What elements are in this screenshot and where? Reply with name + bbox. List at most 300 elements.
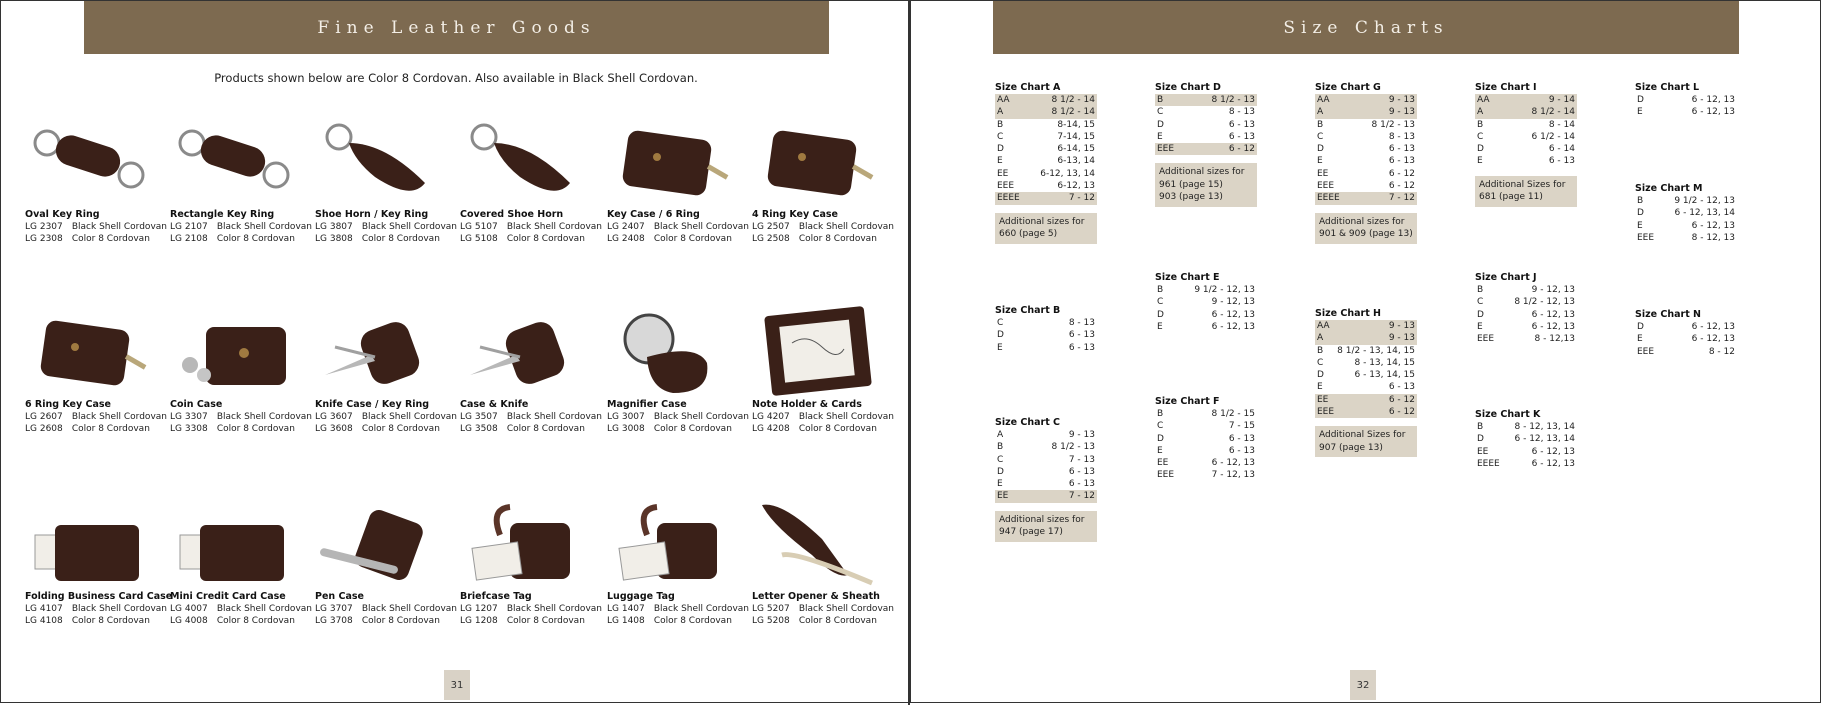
width-code: EE: [1157, 458, 1169, 469]
size-range: 6 - 13: [1548, 156, 1575, 167]
product-finish: Color 8 Cordovan: [504, 424, 585, 434]
size-chart-row: [995, 466, 1097, 478]
size-chart-row: [1155, 408, 1257, 420]
products-subtitle: Products shown below are Color 8 Cordovan. Also available in Black Shell Cordovan.: [214, 71, 698, 85]
width-code: C: [1317, 357, 1324, 368]
key-case-icon: [25, 303, 155, 399]
product-finish: Black Shell Cordovan: [504, 222, 602, 232]
size-range: 6 - 13: [1068, 342, 1095, 353]
product-finish: Black Shell Cordovan: [796, 412, 894, 422]
size-range: 8 1/2 - 13, 14, 15: [1337, 345, 1415, 356]
size-chart-row: [995, 192, 1097, 204]
width-code: B: [1157, 409, 1164, 419]
width-code: AA: [997, 95, 1010, 105]
note-line: 947 (page 17): [999, 527, 1063, 538]
width-code: D: [1637, 322, 1644, 332]
size-range: 6 - 12, 13: [1211, 458, 1255, 469]
size-chart-row: [995, 490, 1097, 502]
size-range: 6 - 12, 13: [1531, 446, 1575, 457]
product-finish: Black Shell Cordovan: [214, 412, 312, 422]
product-code: LG 2308: [25, 234, 63, 244]
shoe-horn-icon: [315, 113, 445, 209]
size-range: 7 - 12: [1068, 491, 1095, 502]
size-range: 6 - 12, 13: [1691, 95, 1735, 105]
width-code: AA: [1317, 321, 1330, 331]
product-name: Covered Shoe Horn: [460, 209, 564, 220]
size-range: 8 1/2 - 13: [1371, 119, 1415, 130]
size-chart-row: [995, 131, 1097, 143]
product-code: LG 1208: [460, 616, 498, 626]
size-range: 8 - 12, 13, 14: [1514, 422, 1575, 432]
width-code: B: [1157, 285, 1164, 295]
size-chart: [1475, 409, 1577, 470]
size-range: 9 1/2 - 12, 13: [1194, 285, 1255, 295]
size-chart-row: [1475, 458, 1577, 470]
product-code: LG 3308: [170, 424, 208, 434]
product-finish: Color 8 Cordovan: [359, 234, 440, 244]
size-chart-row: [1475, 143, 1577, 155]
product-code-line: [460, 603, 606, 615]
size-chart-row: [1315, 180, 1417, 192]
width-code: C: [1157, 297, 1164, 308]
product-code: LG 2608: [25, 424, 63, 434]
product-code: LG 3307: [170, 412, 208, 422]
product-name: Knife Case / Key Ring: [315, 399, 430, 410]
product-item: [607, 495, 753, 627]
note-line: Additional sizes for: [1319, 216, 1405, 227]
product-code-line: [752, 603, 898, 615]
size-chart-title: Size Chart B: [995, 305, 1061, 316]
size-chart-row: [1155, 119, 1257, 131]
page-number-right: 32: [1350, 670, 1376, 700]
product-finish: Black Shell Cordovan: [504, 412, 602, 422]
width-code: B: [1477, 285, 1484, 295]
size-range: 8 1/2 - 14: [1051, 95, 1095, 105]
width-code: E: [1477, 321, 1483, 332]
coin-case-icon: [170, 303, 300, 399]
product-code-line: [315, 221, 461, 233]
size-chart-title: Size Chart C: [995, 417, 1061, 428]
product-code: LG 5108: [460, 234, 498, 244]
size-range: 6 - 13: [1068, 479, 1095, 490]
product-code: LG 3707: [315, 604, 353, 614]
product-finish: Color 8 Cordovan: [214, 616, 295, 626]
width-code: A: [997, 430, 1004, 440]
width-code: E: [997, 342, 1003, 353]
product-code: LG 2108: [170, 234, 208, 244]
width-code: B: [997, 119, 1004, 130]
product-code: LG 1207: [460, 604, 498, 614]
size-range: 9 - 12, 13: [1211, 297, 1255, 308]
page-number-left: 31: [444, 670, 470, 700]
size-range: 6 - 12, 13: [1531, 458, 1575, 469]
product-name: 6 Ring Key Case: [25, 399, 111, 410]
width-code: D: [1317, 370, 1324, 381]
product-item: [170, 113, 316, 245]
size-chart-row: [1635, 195, 1737, 207]
size-range: 7-14, 15: [1057, 131, 1095, 142]
product-code: LG 4207: [752, 412, 790, 422]
product-code-line: [460, 233, 606, 245]
product-code: LG 3007: [607, 412, 645, 422]
product-code-line: [460, 423, 606, 435]
size-range: 7 - 12, 13: [1211, 470, 1255, 481]
width-code: A: [1477, 107, 1484, 118]
product-code: LG 2307: [25, 222, 63, 232]
width-code: E: [1477, 156, 1483, 167]
size-range: 6 - 13: [1068, 466, 1095, 477]
size-chart: [1315, 82, 1417, 244]
size-chart-row: [1635, 232, 1737, 244]
width-code: B: [1317, 119, 1324, 130]
size-range: 7 - 13: [1068, 454, 1095, 465]
width-code: D: [1157, 433, 1164, 444]
width-code: D: [997, 466, 1004, 477]
product-name: Mini Credit Card Case: [170, 591, 286, 602]
size-chart-row: [995, 478, 1097, 490]
product-code-line: [752, 411, 898, 423]
product-item: [607, 303, 753, 435]
size-range: 6-13, 14: [1057, 156, 1095, 167]
product-code-line: [170, 615, 316, 627]
size-range: 8 1/2 - 15: [1211, 409, 1255, 419]
size-chart-row: [1155, 309, 1257, 321]
product-finish: Black Shell Cordovan: [651, 222, 749, 232]
product-name: Shoe Horn / Key Ring: [315, 209, 429, 220]
size-range: 6 - 13: [1228, 433, 1255, 444]
product-finish: Color 8 Cordovan: [651, 234, 732, 244]
size-chart-row: [1475, 119, 1577, 131]
width-code: EEE: [1157, 470, 1175, 481]
width-code: D: [1477, 144, 1484, 155]
width-code: E: [1157, 321, 1163, 332]
size-chart-row: [1315, 369, 1417, 381]
product-name: Oval Key Ring: [25, 209, 100, 220]
product-finish: Color 8 Cordovan: [214, 424, 295, 434]
product-code: LG 2508: [752, 234, 790, 244]
size-chart-row: [995, 94, 1097, 106]
size-range: 6 - 13, 14, 15: [1354, 370, 1415, 381]
product-code-line: [315, 423, 461, 435]
product-code-line: [607, 615, 753, 627]
width-code: E: [1157, 131, 1163, 142]
width-code: D: [1317, 144, 1324, 155]
product-code-line: [170, 221, 316, 233]
product-item: [607, 113, 753, 245]
product-code: LG 4108: [25, 616, 63, 626]
product-code: LG 2408: [607, 234, 645, 244]
size-chart-row: [1155, 433, 1257, 445]
product-code-line: [315, 411, 461, 423]
width-code: D: [997, 144, 1004, 155]
product-code: LG 5107: [460, 222, 498, 232]
size-chart-row: [1315, 168, 1417, 180]
size-chart: [995, 305, 1097, 354]
size-chart-row: [1475, 421, 1577, 433]
width-code: E: [997, 156, 1003, 167]
size-range: 6 - 12, 13, 14: [1514, 434, 1575, 445]
size-chart-row: [995, 317, 1097, 329]
product-code-line: [170, 423, 316, 435]
width-code: E: [1637, 107, 1643, 118]
size-chart-row: [1475, 106, 1577, 118]
product-finish: Color 8 Cordovan: [651, 424, 732, 434]
product-finish: Black Shell Cordovan: [359, 604, 457, 614]
size-chart-row: [995, 180, 1097, 192]
product-code: LG 4107: [25, 604, 63, 614]
product-code-line: [315, 233, 461, 245]
size-range: 6 - 12, 13: [1211, 309, 1255, 320]
product-name: Pen Case: [315, 591, 364, 602]
product-code: LG 2607: [25, 412, 63, 422]
width-code: B: [1477, 119, 1484, 130]
product-finish: Color 8 Cordovan: [796, 616, 877, 626]
size-range: 6 - 12, 13: [1531, 321, 1575, 332]
note-line: Additional sizes for: [999, 514, 1085, 525]
size-chart-title: Size Chart F: [1155, 396, 1220, 407]
width-code: EEE: [1637, 346, 1655, 357]
size-chart-row: [1475, 131, 1577, 143]
size-chart-row: [1475, 296, 1577, 308]
size-chart-row: [1315, 394, 1417, 406]
size-range: 6-14, 15: [1057, 144, 1095, 155]
size-chart-row: [1155, 94, 1257, 106]
size-chart-row: [1315, 381, 1417, 393]
width-code: C: [1477, 131, 1484, 142]
width-code: EE: [1317, 168, 1329, 179]
size-chart-row: [1475, 155, 1577, 167]
size-chart-row: [995, 454, 1097, 466]
card-case-icon: [170, 495, 300, 591]
size-range: 6 - 12: [1388, 394, 1415, 405]
width-code: E: [1637, 334, 1643, 345]
product-code-line: [460, 615, 606, 627]
size-range: 9 1/2 - 12, 13: [1674, 196, 1735, 206]
product-code: LG 2107: [170, 222, 208, 232]
size-chart-row: [1155, 445, 1257, 457]
product-item: [25, 303, 171, 435]
product-code-line: [25, 411, 171, 423]
product-finish: Color 8 Cordovan: [69, 234, 150, 244]
size-chart-title: Size Chart E: [1155, 272, 1220, 283]
size-chart: [1635, 309, 1737, 358]
product-code: LG 4008: [170, 616, 208, 626]
width-code: D: [1637, 208, 1644, 219]
width-code: EE: [997, 168, 1009, 179]
size-chart-row: [1315, 192, 1417, 204]
size-range: 6 - 13: [1228, 119, 1255, 130]
shoe-horn-icon: [460, 113, 590, 209]
product-code: LG 1407: [607, 604, 645, 614]
product-code-line: [315, 615, 461, 627]
product-item: [752, 303, 898, 435]
size-chart-row: [1155, 296, 1257, 308]
size-chart-row: [1155, 131, 1257, 143]
product-code: LG 1408: [607, 616, 645, 626]
width-code: D: [1477, 434, 1484, 445]
note-line: 961 (page 15): [1159, 179, 1223, 190]
size-range: 6 - 13: [1228, 445, 1255, 456]
size-range: 8 1/2 - 13: [1211, 95, 1255, 105]
size-chart: [1315, 308, 1417, 457]
card-case-icon: [25, 495, 155, 591]
product-name: Key Case / 6 Ring: [607, 209, 700, 220]
size-chart-row: [1315, 106, 1417, 118]
size-chart-row: [1155, 106, 1257, 118]
size-chart-row: [1635, 333, 1737, 345]
size-range: 8 1/2 - 13: [1051, 442, 1095, 453]
product-code-line: [752, 423, 898, 435]
size-chart-row: [1635, 321, 1737, 333]
size-range: 6 - 12, 13: [1211, 321, 1255, 332]
width-code: E: [997, 479, 1003, 490]
width-code: EE: [1477, 446, 1489, 457]
size-chart-row: [1155, 469, 1257, 481]
width-code: D: [997, 330, 1004, 341]
additional-sizes-note: [995, 213, 1097, 244]
product-item: [170, 303, 316, 435]
size-range: 8 - 13, 14, 15: [1354, 357, 1415, 368]
size-chart: [1475, 272, 1577, 345]
width-code: EEE: [1477, 334, 1495, 345]
product-finish: Color 8 Cordovan: [504, 616, 585, 626]
size-range: 8 - 12,13: [1534, 334, 1575, 345]
product-finish: Color 8 Cordovan: [796, 424, 877, 434]
size-chart-title: Size Chart N: [1635, 309, 1702, 320]
additional-sizes-note: [1315, 213, 1417, 244]
width-code: E: [1317, 156, 1323, 167]
width-code: C: [1157, 107, 1164, 118]
product-item: [25, 495, 171, 627]
width-code: A: [1317, 107, 1324, 118]
size-range: 6 - 12: [1388, 407, 1415, 418]
size-range: 6-12, 13, 14: [1040, 168, 1095, 179]
size-range: 9 - 14: [1548, 95, 1575, 105]
note-line: Additional Sizes for: [1479, 179, 1566, 190]
product-item: [170, 495, 316, 627]
product-name: Magnifier Case: [607, 399, 687, 410]
product-code-line: [752, 615, 898, 627]
width-code: B: [1637, 196, 1644, 206]
size-chart-row: [1475, 321, 1577, 333]
product-item: [315, 495, 461, 627]
width-code: B: [1317, 345, 1324, 356]
size-chart-row: [1475, 94, 1577, 106]
key-case-icon: [607, 113, 737, 209]
product-code-line: [607, 233, 753, 245]
note-line: 660 (page 5): [999, 229, 1058, 240]
size-range: 9 - 13: [1388, 321, 1415, 331]
size-chart-row: [1155, 284, 1257, 296]
size-chart-title: Size Chart J: [1475, 272, 1537, 283]
product-name: Coin Case: [170, 399, 223, 410]
note-line: 907 (page 13): [1319, 442, 1383, 453]
width-code: E: [1637, 220, 1643, 231]
size-chart-row: [995, 106, 1097, 118]
size-range: 9 - 13: [1388, 95, 1415, 105]
product-code: LG 3507: [460, 412, 498, 422]
product-code-line: [25, 423, 171, 435]
product-code: LG 2407: [607, 222, 645, 232]
product-code: LG 3607: [315, 412, 353, 422]
product-code-line: [315, 603, 461, 615]
size-range: 9 - 12, 13: [1531, 285, 1575, 295]
width-code: C: [1317, 131, 1324, 142]
note-holder-icon: [752, 303, 882, 399]
size-chart-title: Size Chart M: [1635, 183, 1703, 194]
page-banner-right: Size Charts: [993, 1, 1739, 54]
product-item: [315, 303, 461, 435]
width-code: A: [997, 107, 1004, 118]
product-code-line: [752, 221, 898, 233]
size-chart-row: [995, 168, 1097, 180]
size-chart: [1155, 272, 1257, 333]
product-code-line: [25, 603, 171, 615]
key-case-icon: [752, 113, 882, 209]
width-code: B: [1477, 422, 1484, 432]
product-code-line: [607, 603, 753, 615]
width-code: B: [997, 442, 1004, 453]
product-name: Luggage Tag: [607, 591, 675, 602]
product-code-line: [460, 221, 606, 233]
note-line: 903 (page 13): [1159, 192, 1223, 203]
product-finish: Color 8 Cordovan: [504, 234, 585, 244]
width-code: D: [1157, 119, 1164, 130]
size-chart-title: Size Chart I: [1475, 82, 1537, 93]
pen-case-icon: [315, 495, 445, 591]
product-code: LG 3608: [315, 424, 353, 434]
size-range: 6 - 12: [1388, 181, 1415, 192]
size-chart-row: [1155, 143, 1257, 155]
size-range: 9 - 13: [1388, 107, 1415, 118]
size-chart-row: [995, 143, 1097, 155]
product-finish: Black Shell Cordovan: [359, 222, 457, 232]
size-chart-row: [995, 155, 1097, 167]
product-finish: Black Shell Cordovan: [69, 222, 167, 232]
product-finish: Color 8 Cordovan: [651, 616, 732, 626]
size-chart-title: Size Chart A: [995, 82, 1061, 93]
width-code: AA: [1317, 95, 1330, 105]
size-chart-row: [1315, 357, 1417, 369]
product-code: LG 4007: [170, 604, 208, 614]
width-code: EEE: [997, 181, 1015, 192]
size-range: 6 - 12, 13: [1531, 309, 1575, 320]
size-chart-row: [1315, 119, 1417, 131]
size-chart-row: [1475, 433, 1577, 445]
product-item: [460, 113, 606, 245]
product-finish: Black Shell Cordovan: [214, 604, 312, 614]
width-code: EEE: [1157, 144, 1175, 155]
product-code-line: [25, 233, 171, 245]
size-range: 9 - 13: [1388, 333, 1415, 344]
size-chart-row: [1315, 345, 1417, 357]
product-code: LG 3008: [607, 424, 645, 434]
product-name: 4 Ring Key Case: [752, 209, 838, 220]
key-ring-icon: [25, 113, 155, 209]
product-code-line: [170, 411, 316, 423]
product-finish: Black Shell Cordovan: [504, 604, 602, 614]
size-chart-title: Size Chart L: [1635, 82, 1700, 93]
width-code: C: [997, 318, 1004, 328]
width-code: C: [997, 131, 1004, 142]
product-code-line: [25, 615, 171, 627]
product-code: LG 3708: [315, 616, 353, 626]
size-range: 7 - 12: [1388, 193, 1415, 204]
size-chart-row: [1475, 284, 1577, 296]
luggage-tag-icon: [607, 495, 737, 591]
product-finish: Black Shell Cordovan: [69, 604, 167, 614]
product-finish: Color 8 Cordovan: [359, 616, 440, 626]
